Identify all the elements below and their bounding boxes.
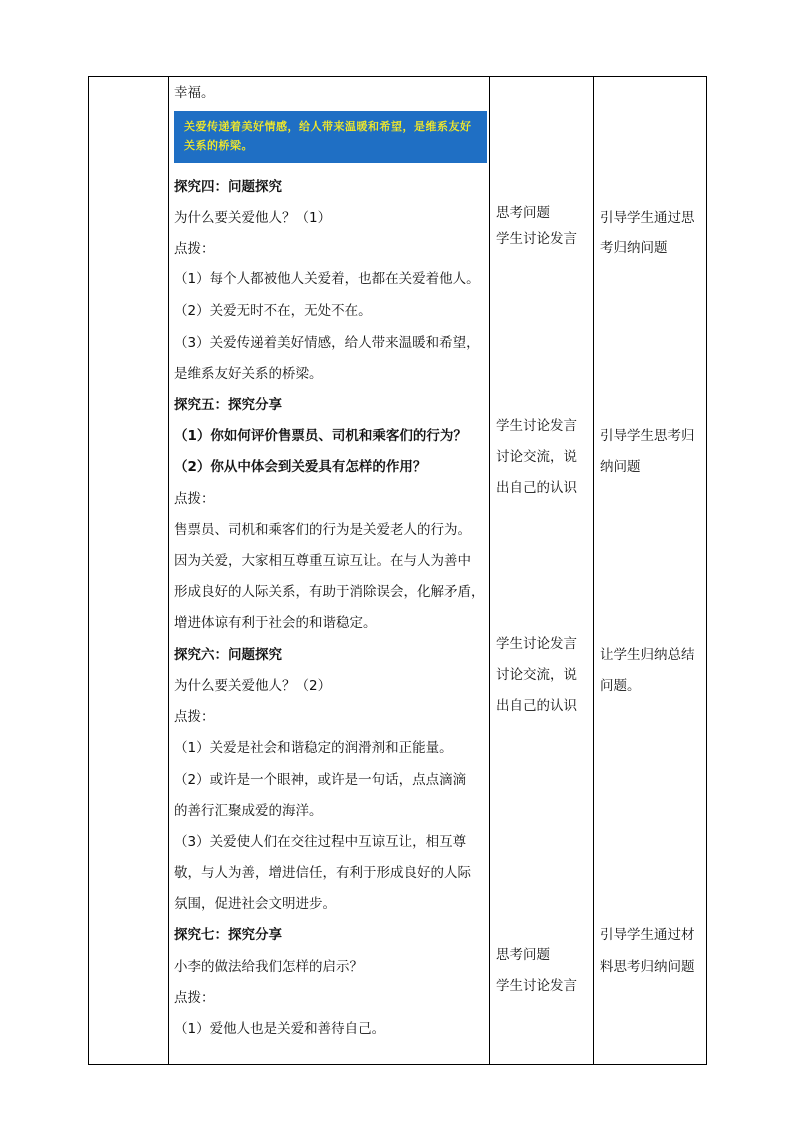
section-7-title: 探究七：探究分享 xyxy=(174,927,282,943)
section-5-question-1: （1）你如何评价售票员、司机和乘客们的行为？ xyxy=(174,428,467,444)
section-6-point-3a: （3）关爱使人们在交往过程中互谅互让，相互尊 xyxy=(174,834,467,850)
section-4-question: 为什么要关爱他人？（1） xyxy=(174,210,332,226)
highlight-line-2: 关系的桥梁。 xyxy=(184,139,253,152)
intent-s6-line-2: 问题。 xyxy=(600,678,641,694)
student-activity-column xyxy=(490,77,593,1064)
section-4-point-2: （2）关爱无时不在，无处不在。 xyxy=(174,303,372,319)
teaching-content-column xyxy=(169,77,489,1064)
student-s5-line-3: 出自己的认识 xyxy=(496,480,577,496)
student-s6-line-3: 出自己的认识 xyxy=(496,698,577,714)
section-4-hint: 点拨： xyxy=(174,241,215,257)
intent-s5-line-2: 纳问题 xyxy=(600,459,641,475)
intent-s6-line-1: 让学生归纳总结 xyxy=(600,647,695,663)
student-s4-line-2: 学生讨论发言 xyxy=(496,231,577,247)
intent-s5-line-1: 引导学生思考归 xyxy=(600,428,695,444)
section-6-title: 探究六：问题探究 xyxy=(174,647,282,663)
section-4-point-1: （1）每个人都被他人关爱着，也都在关爱着他人。 xyxy=(174,271,480,287)
section-6-hint: 点拨： xyxy=(174,709,215,725)
section-5-answer-3: 形成良好的人际关系，有助于消除误会，化解矛盾， xyxy=(174,584,485,600)
section-5-answer-4: 增进体谅有利于社会的和谐稳定。 xyxy=(174,615,377,631)
section-7-hint: 点拨： xyxy=(174,990,215,1006)
intent-s4-line-2: 考归纳问题 xyxy=(600,240,668,256)
highlight-line-1: 关爱传递着美好情感，给人带来温暖和希望，是维系友好 xyxy=(184,120,472,133)
section-6-point-2b: 的善行汇聚成爱的海洋。 xyxy=(174,803,323,819)
student-s5-line-1: 学生讨论发言 xyxy=(496,418,577,434)
student-s6-line-2: 讨论交流，说 xyxy=(496,667,577,683)
student-s7-line-2: 学生讨论发言 xyxy=(496,978,577,994)
intent-s7-line-2: 料思考归纳问题 xyxy=(600,959,695,975)
section-7-question: 小李的做法给我们怎样的启示？ xyxy=(174,959,363,975)
highlight-box xyxy=(174,111,487,163)
design-intent-column xyxy=(594,77,707,1064)
section-6-point-1: （1）关爱是社会和谐稳定的润滑剂和正能量。 xyxy=(174,740,453,756)
lesson-plan-table xyxy=(88,76,707,1065)
section-5-hint: 点拨： xyxy=(174,491,215,507)
section-5-answer-2: 因为关爱，大家相互尊重互谅互让。在与人为善中 xyxy=(174,553,471,569)
section-4-point-3b: 是维系友好关系的桥梁。 xyxy=(174,366,323,382)
intent-s4-line-1: 引导学生通过思 xyxy=(600,210,695,226)
student-s7-line-1: 思考问题 xyxy=(496,947,550,963)
section-6-question: 为什么要关爱他人？（2） xyxy=(174,678,332,694)
intent-s7-line-1: 引导学生通过材 xyxy=(600,927,695,943)
section-6-point-3c: 氛围，促进社会文明进步。 xyxy=(174,896,336,912)
section-6-point-2a: （2）或许是一个眼神，或许是一句话，点点滴滴 xyxy=(174,772,467,788)
section-4-point-3a: （3）关爱传递着美好情感，给人带来温暖和希望， xyxy=(174,335,480,351)
section-6-point-3b: 敬，与人为善，增进信任，有利于形成良好的人际 xyxy=(174,865,471,881)
student-s4-line-1: 思考问题 xyxy=(496,205,550,221)
student-s5-line-2: 讨论交流，说 xyxy=(496,449,577,465)
section-5-title: 探究五：探究分享 xyxy=(174,397,282,413)
section-5-answer-1: 售票员、司机和乘客们的行为是关爱老人的行为。 xyxy=(174,522,471,538)
student-s6-line-1: 学生讨论发言 xyxy=(496,636,577,652)
section-4-title: 探究四：问题探究 xyxy=(174,179,282,195)
top-text: 幸福。 xyxy=(174,85,215,101)
section-7-point-1: （1）爱他人也是关爱和善待自己。 xyxy=(174,1021,386,1037)
section-5-question-2: （2）你从中体会到关爱具有怎样的作用？ xyxy=(174,459,427,475)
